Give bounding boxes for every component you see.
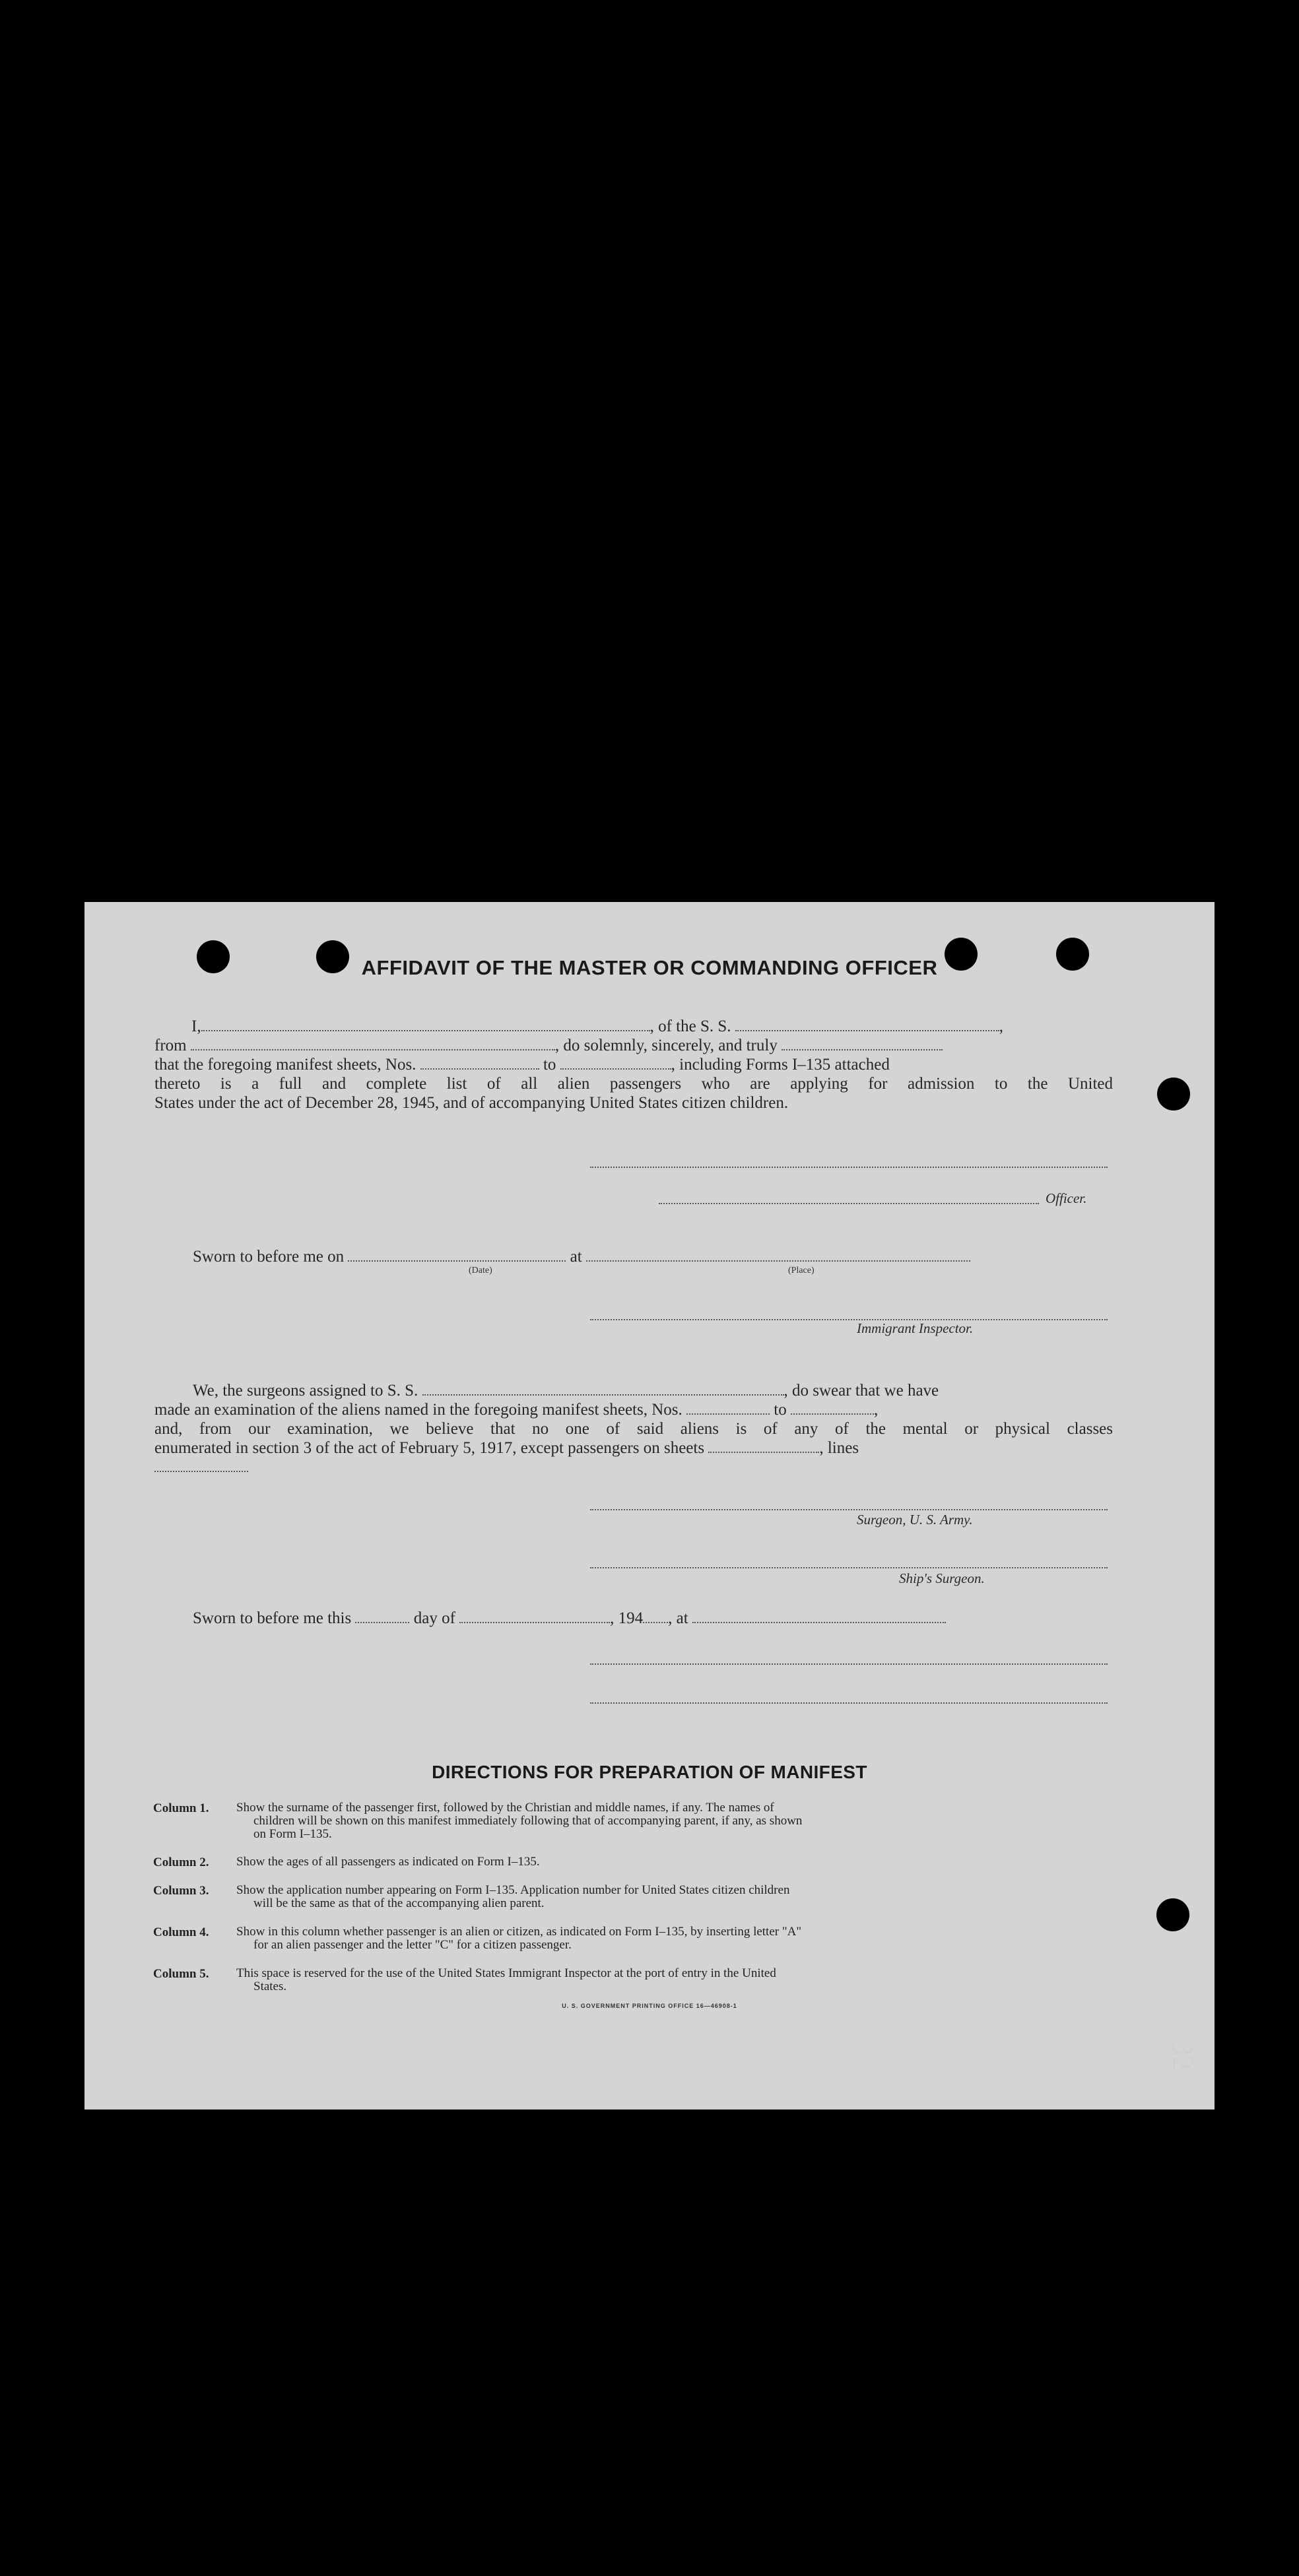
officer-signature-line[interactable] <box>659 1203 1039 1204</box>
officer-label: Officer. <box>1046 1190 1087 1206</box>
column-3-label: Column 3. <box>153 1884 209 1898</box>
punch-hole <box>1157 1078 1190 1111</box>
column-1-text: Show the surname of the passenger first, followed by the Christian and middle names, if any. The names of children will be shown on this manifest immediately following that of accompanying parent, if any, as shown on Form I–135. <box>236 1801 803 1841</box>
column-4-label: Column 4. <box>153 1925 209 1939</box>
place-label: (Place) <box>788 1266 815 1275</box>
affidavit-line-5: States under the act of December 28, 1945, and of accompanying United States citizen children. <box>154 1094 789 1112</box>
sworn2-signature-line-2[interactable] <box>590 1702 1108 1704</box>
affidavit-line-3: that the foregoing manifest sheets, Nos. to , including Forms I–135 attached <box>154 1056 890 1074</box>
ship-surgeon-signature-line[interactable] <box>590 1567 1108 1568</box>
affidavit-line-4: thereto is a full and complete list of all alien passengers who are applying for admission to the United <box>154 1075 1113 1093</box>
column-1-label: Column 1. <box>153 1801 209 1815</box>
surgeons-line-3: and, from our examination, we believe that no one of said aliens is of any of the mental or physical classes <box>154 1420 1113 1438</box>
ship-surgeon-label: Ship's Surgeon. <box>899 1570 985 1586</box>
column-5-label: Column 5. <box>153 1967 209 1981</box>
inspector-label: Immigrant Inspector. <box>857 1320 974 1336</box>
affidavit-title: AFFIDAVIT OF THE MASTER OR COMMANDING OFFICER <box>361 956 938 979</box>
sworn-line-1: Sworn to before me on at <box>193 1247 1113 1266</box>
manifest-page <box>84 902 1215 2109</box>
printing-office-footer: U. S. GOVERNMENT PRINTING OFFICE 16—46908-1 <box>562 2003 737 2009</box>
punch-hole <box>1156 1898 1189 1931</box>
surgeons-line-2: made an examination of the aliens named in the foregoing manifest sheets, Nos. to , <box>154 1401 879 1419</box>
column-2-text: Show the ages of all passengers as indicated on Form I–135. <box>236 1855 540 1869</box>
surgeons-lines-field[interactable] <box>154 1471 248 1472</box>
page-number: 32 <box>1166 2041 1199 2071</box>
army-surgeon-signature-line[interactable] <box>590 1509 1108 1510</box>
directions-title: DIRECTIONS FOR PREPARATION OF MANIFEST <box>432 1762 867 1782</box>
surgeons-line-1: We, the surgeons assigned to S. S. , do swear that we have <box>193 1382 939 1400</box>
master-signature-line[interactable] <box>590 1167 1108 1168</box>
affidavit-line-2: from , do solemnly, sincerely, and truly <box>154 1036 1113 1055</box>
affidavit-line-1: I, , of the S. S. , <box>191 1017 1004 1035</box>
column-3-text: Show the application number appearing on Form I–135. Application number for United States citizen children will be the same as that of the accompanying alien parent. <box>236 1883 790 1910</box>
column-5-text: This space is reserved for the use of the United States Immigrant Inspector at the port of entry in the United States. <box>236 1966 776 1993</box>
surgeons-line-4: enumerated in section 3 of the act of February 5, 1917, except passengers on sheets , lines <box>154 1439 859 1457</box>
sworn2-signature-line-1[interactable] <box>590 1663 1108 1665</box>
column-4-text: Show in this column whether passenger is an alien or citizen, as indicated on Form I–135, by inserting letter "A" for an alien passenger and the letter "C" for a citizen passenger. <box>236 1925 802 1952</box>
inspector-signature-line[interactable] <box>590 1319 1108 1320</box>
date-label: (Date) <box>469 1266 492 1275</box>
sworn-line-2: Sworn to before me this day of , 194 , at <box>193 1609 1113 1628</box>
column-2-label: Column 2. <box>153 1855 209 1869</box>
army-surgeon-label: Surgeon, U. S. Army. <box>857 1512 973 1528</box>
